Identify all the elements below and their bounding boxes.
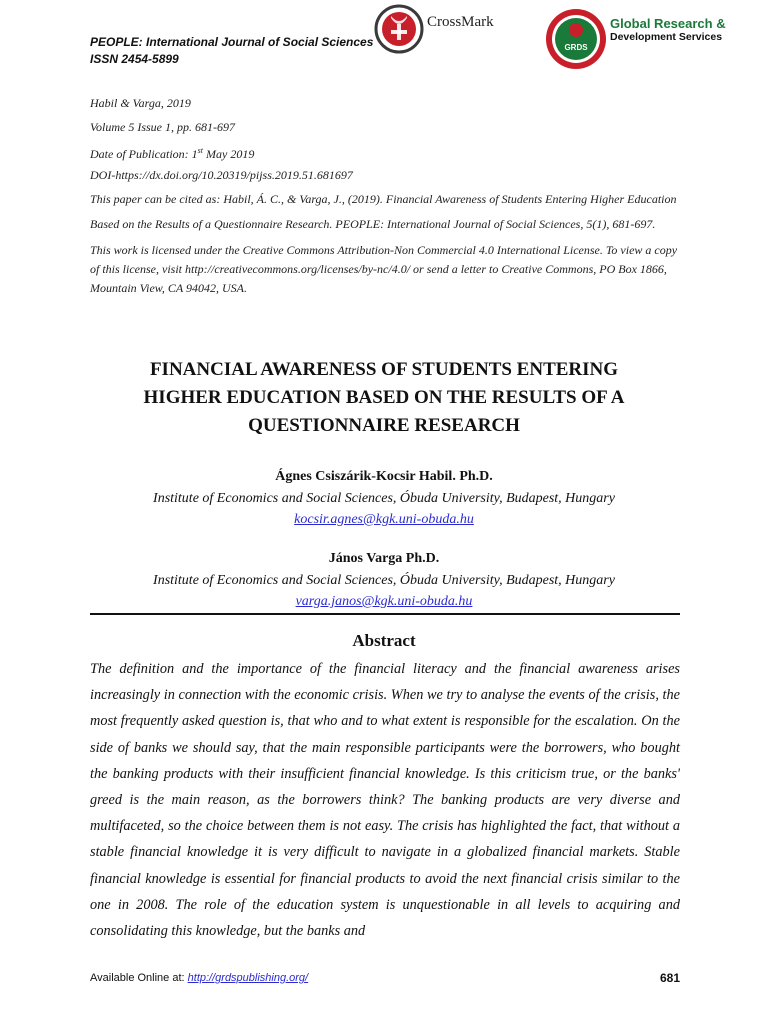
footer-availability (90, 972, 308, 984)
authors-year: Habil & Varga, 2019 (90, 96, 191, 110)
crossmark-icon (374, 4, 424, 54)
license-notice: This work is licensed under the Creative Commons Attribution-Non Commercial 4.0 International License. To view a copy of this license, visit http://creativecommons.org/licenses/by-nc/4.0/ or send a letter to Creative Commons, PO Box 1866, Mountain View, CA 94042, USA. (90, 243, 678, 295)
article-meta (90, 91, 680, 298)
title-line-2: HIGHER EDUCATION BASED ON THE RESULTS OF A (143, 387, 625, 408)
footer-label: Available Online at: (90, 972, 188, 984)
doi[interactable]: DOI-https://dx.doi.org/10.20319/pijss.2019.51.681697 (90, 168, 353, 182)
footer-url-link[interactable]: http://grdspublishing.org/ (187, 972, 309, 984)
grds-logo (545, 8, 726, 70)
paper-title (90, 356, 678, 440)
grds-subtitle: Development Services (610, 31, 723, 43)
svg-text:GRDS: GRDS (564, 43, 588, 52)
journal-issn: ISSN 2454-5899 (90, 52, 179, 66)
abstract-heading: Abstract (352, 631, 416, 650)
grds-seal-icon (545, 8, 607, 70)
grds-name: Global Research & (610, 16, 726, 31)
author-email-link[interactable]: varga.janos@kgk.uni-obuda.hu (295, 594, 473, 609)
journal-name: PEOPLE: International Journal of Social Sciences (90, 35, 374, 49)
date-suffix: May 2019 (203, 147, 255, 161)
crossmark-label: CrossMark (427, 13, 494, 30)
author-name: Ágnes Csiszárik-Kocsir Habil. Ph.D. (275, 469, 493, 484)
date-sup: st (197, 146, 203, 155)
title-line-3: QUESTIONNAIRE RESEARCH (248, 415, 520, 436)
publication-date (90, 139, 680, 163)
page-footer (90, 971, 680, 985)
journal-header (90, 34, 373, 68)
section-divider (90, 613, 680, 615)
author-email-link[interactable]: kocsir.agnes@kgk.uni-obuda.hu (294, 512, 474, 527)
abstract-text: The definition and the importance of the financial literacy and the financial awareness arises increasingly in connection with the economic crisis. When we try to analyse the events of the crisis, the most frequently asked question is, that who and to what extent is responsible for the escalation. On the side of banks we should say, that the main responsible participants were the borrowers, who bought the banking products with their insufficient financial knowledge. Is this criticism true, or the banks' greed is the main reason, as the borrowers think? The banking products are very diverse and multifaceted, so the choice between them is not easy. The crisis has highlighted the fact, that without a stable financial knowledge it is very difficult to navigate in a globalized financial markets. Stable financial knowledge is essential for financial products to avoid the next financial crisis similar to the one in 2008. The role of the education system is unquestionable in all levels to acquiring and consolidating this knowledge, but the banks and (90, 661, 680, 940)
author-block-1 (90, 466, 678, 530)
citation: This paper can be cited as: Habil, Á. C., & Varga, J., (2019). Financial Awareness of Students Entering Higher Education Based on the Results of a Questionnaire Research. PEOPLE: International Journal of Social Sciences, 5(1), 681-697. (90, 192, 677, 231)
page-number: 681 (659, 971, 680, 985)
crossmark-logo[interactable] (374, 4, 494, 54)
volume-info: Volume 5 Issue 1, pp. 681-697 (90, 120, 235, 134)
author-affiliation: Institute of Economics and Social Sciences, Óbuda University, Budapest, Hungary (153, 573, 615, 588)
date-prefix: Date of Publication: 1 (90, 147, 198, 161)
title-line-1: FINANCIAL AWARENESS OF STUDENTS ENTERING (149, 359, 619, 380)
author-affiliation: Institute of Economics and Social Sciences, Óbuda University, Budapest, Hungary (153, 491, 615, 506)
author-block-2 (90, 548, 678, 612)
author-name: János Varga Ph.D. (328, 551, 440, 566)
